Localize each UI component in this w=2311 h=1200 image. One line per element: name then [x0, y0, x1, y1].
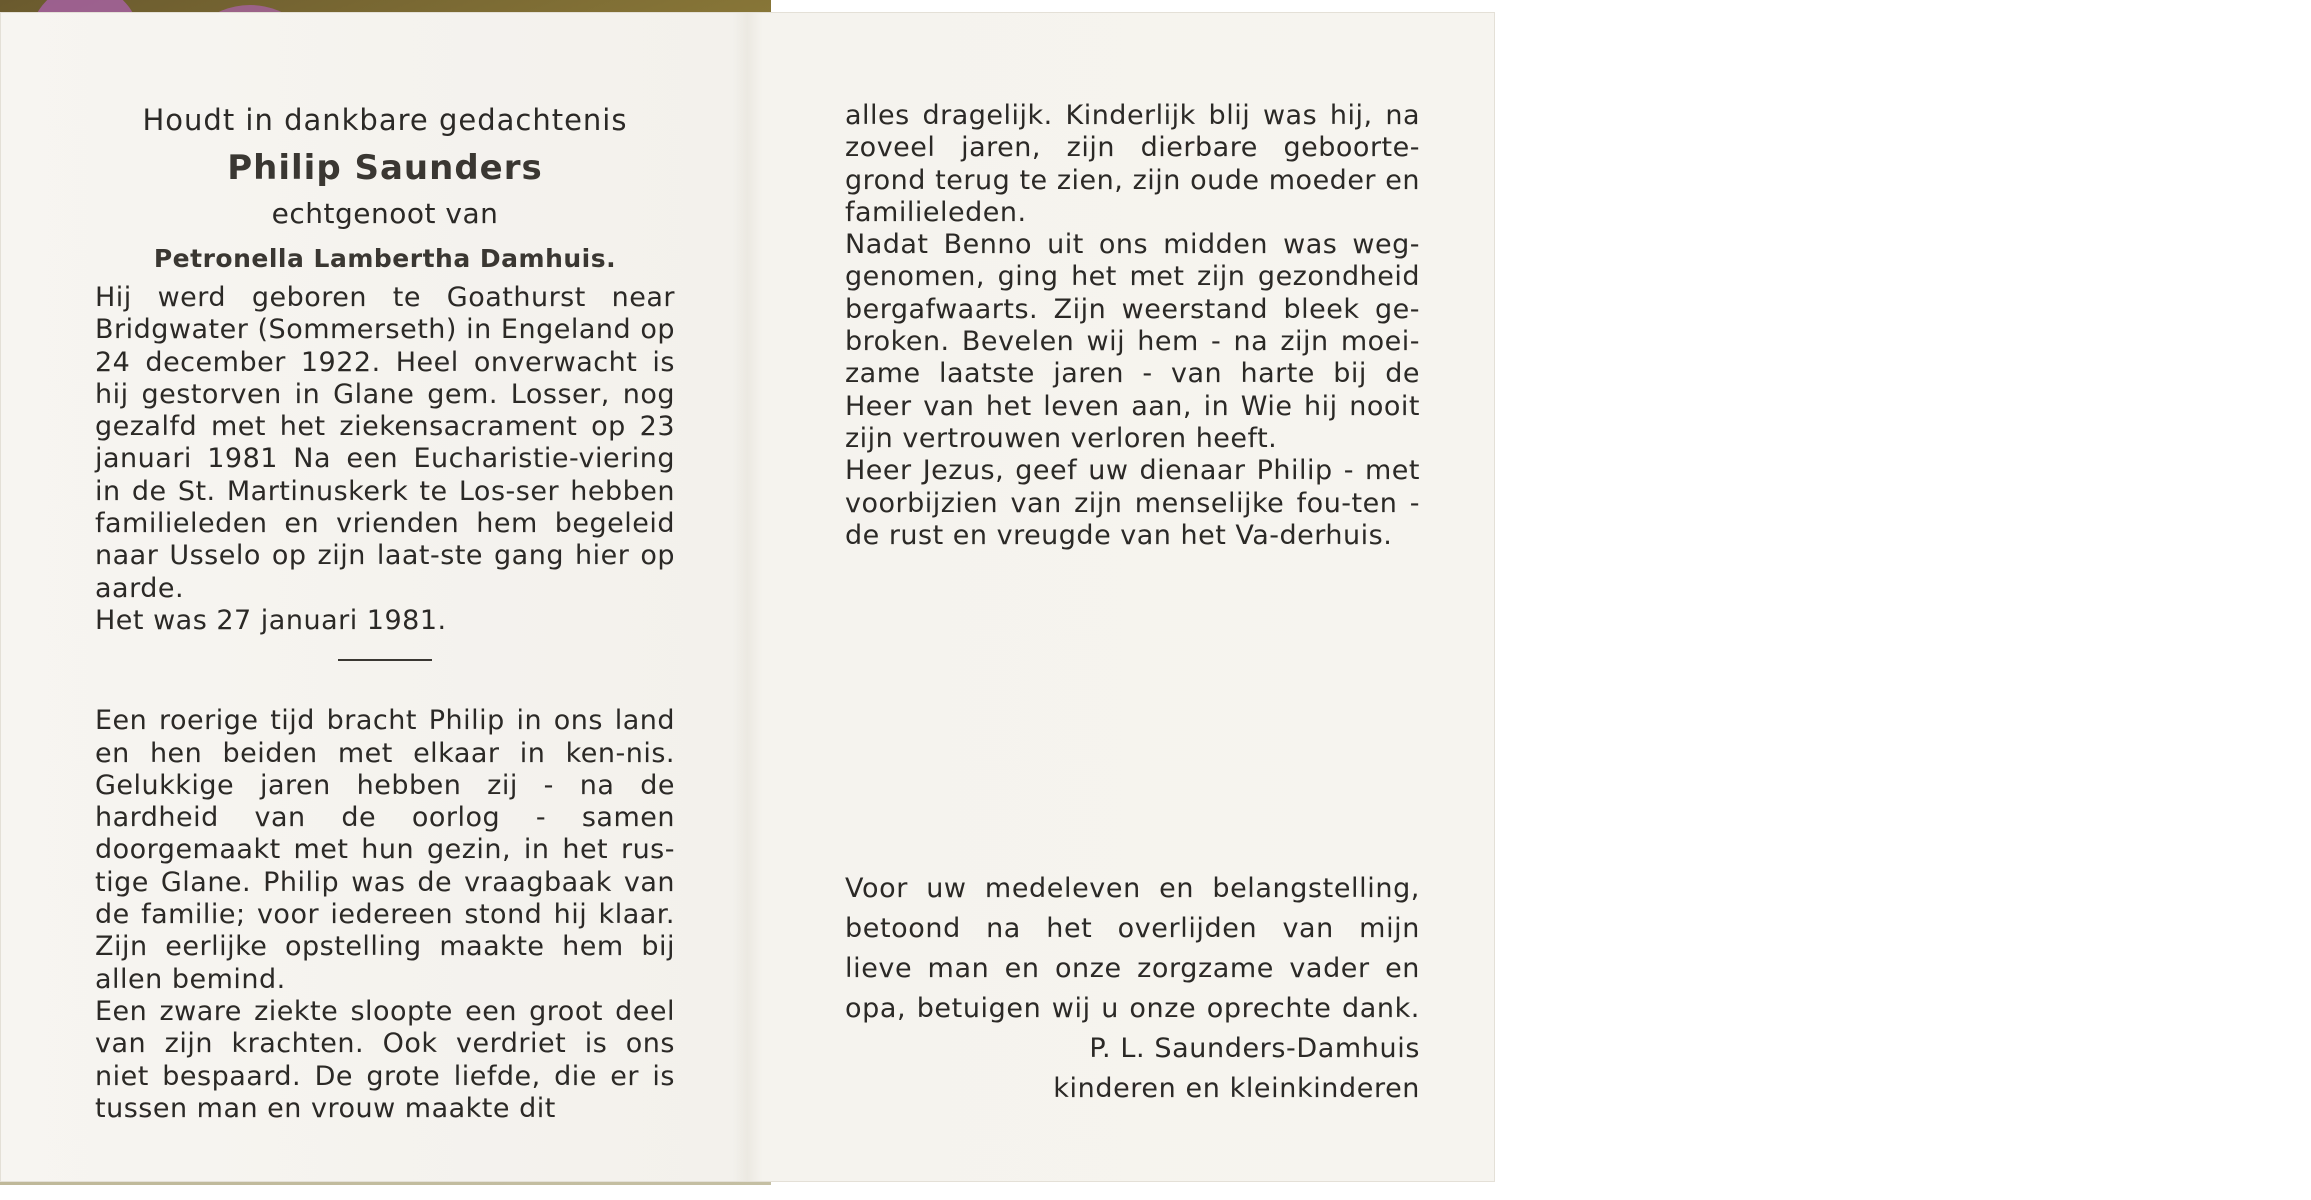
life-paragraph: Een roerige tijd bracht Philip in ons land en hen beiden met elkaar in ken-nis. Gelukkige jaren hebben zij - na de hardheid van de oorlog - samen doorgemaakt met hun gezin, in het rus-tige Glane. Philip was de vraagbaak van de familie; voor iedereen stond hij klaar. Zijn eerlijke opstelling maakte hem bij allen bemind. — [95, 705, 675, 995]
spouse-name: Petronella Lambertha Damhuis. — [153, 244, 617, 273]
signature-name: P. L. Saunders-Damhuis — [1089, 1033, 1420, 1064]
prayer-paragraph: Heer Jezus, geef uw dienaar Philip - met voorbijzien van zijn menselijke fou-ten - de rust en vreugde van het Va-derhuis. — [845, 455, 1420, 551]
signature-family: kinderen en kleinkinderen — [1053, 1073, 1420, 1104]
thanks-line: betoond na het overlijden van mijn — [845, 913, 1420, 944]
thanks-line: opa, betuigen wij u onze oprechte dank. — [845, 993, 1420, 1024]
illness-paragraph: Een zware ziekte sloopte een groot deel van zijn krachten. Ook verdriet is ons niet bespaard. De grote liefde, die er is tussen man en vrouw maakte dit — [95, 995, 675, 1124]
biography-paragraph: Hij werd geboren te Goathurst near Bridgwater (Sommerseth) in Engeland op 24 december 1922. Heel onverwacht is hij gestorven in Glane gem. Losser, nog gezalfd met het ziekensacrament op 23 januari 1981 Na een Eucharistie-viering in de St. Martinuskerk te Los-ser hebben familieleden en vrienden hem begeleid naar Usselo op zijn laat-ste gang hier op aarde. — [95, 282, 675, 604]
thanks-line: lieve man en onze zorgzame vader en — [845, 953, 1420, 984]
memorial-heading: Houdt in dankbare gedachtenis — [142, 103, 628, 137]
homecoming-paragraph: alles dragelijk. Kinderlijk blij was hij, na zoveel jaren, zijn dierbare geboorte-grond terug te zien, zijn oude moeder en familieleden. — [845, 100, 1420, 228]
memorial-card-text — [0, 12, 1495, 1182]
burial-date: Het was 27 januari 1981. — [95, 604, 447, 636]
left-column — [95, 96, 675, 1125]
section-divider — [338, 659, 432, 661]
relation-label: echtgenoot van — [271, 197, 499, 230]
thanks-note — [845, 869, 1420, 1109]
thanks-line: Voor uw medeleven en belangstelling, — [845, 873, 1420, 904]
deceased-name: Philip Saunders — [227, 148, 543, 188]
middle-column — [845, 100, 1420, 552]
decline-paragraph: Nadat Benno uit ons midden was weg-genomen, ging het met zijn gezondheid bergafwaarts. Zijn weerstand bleek ge-broken. Bevelen wij hem - na zijn moei-zame laatste jaren - van harte bij de Heer van het leven aan, in Wie hij nooit zijn vertrouwen verloren heeft. — [845, 229, 1420, 454]
